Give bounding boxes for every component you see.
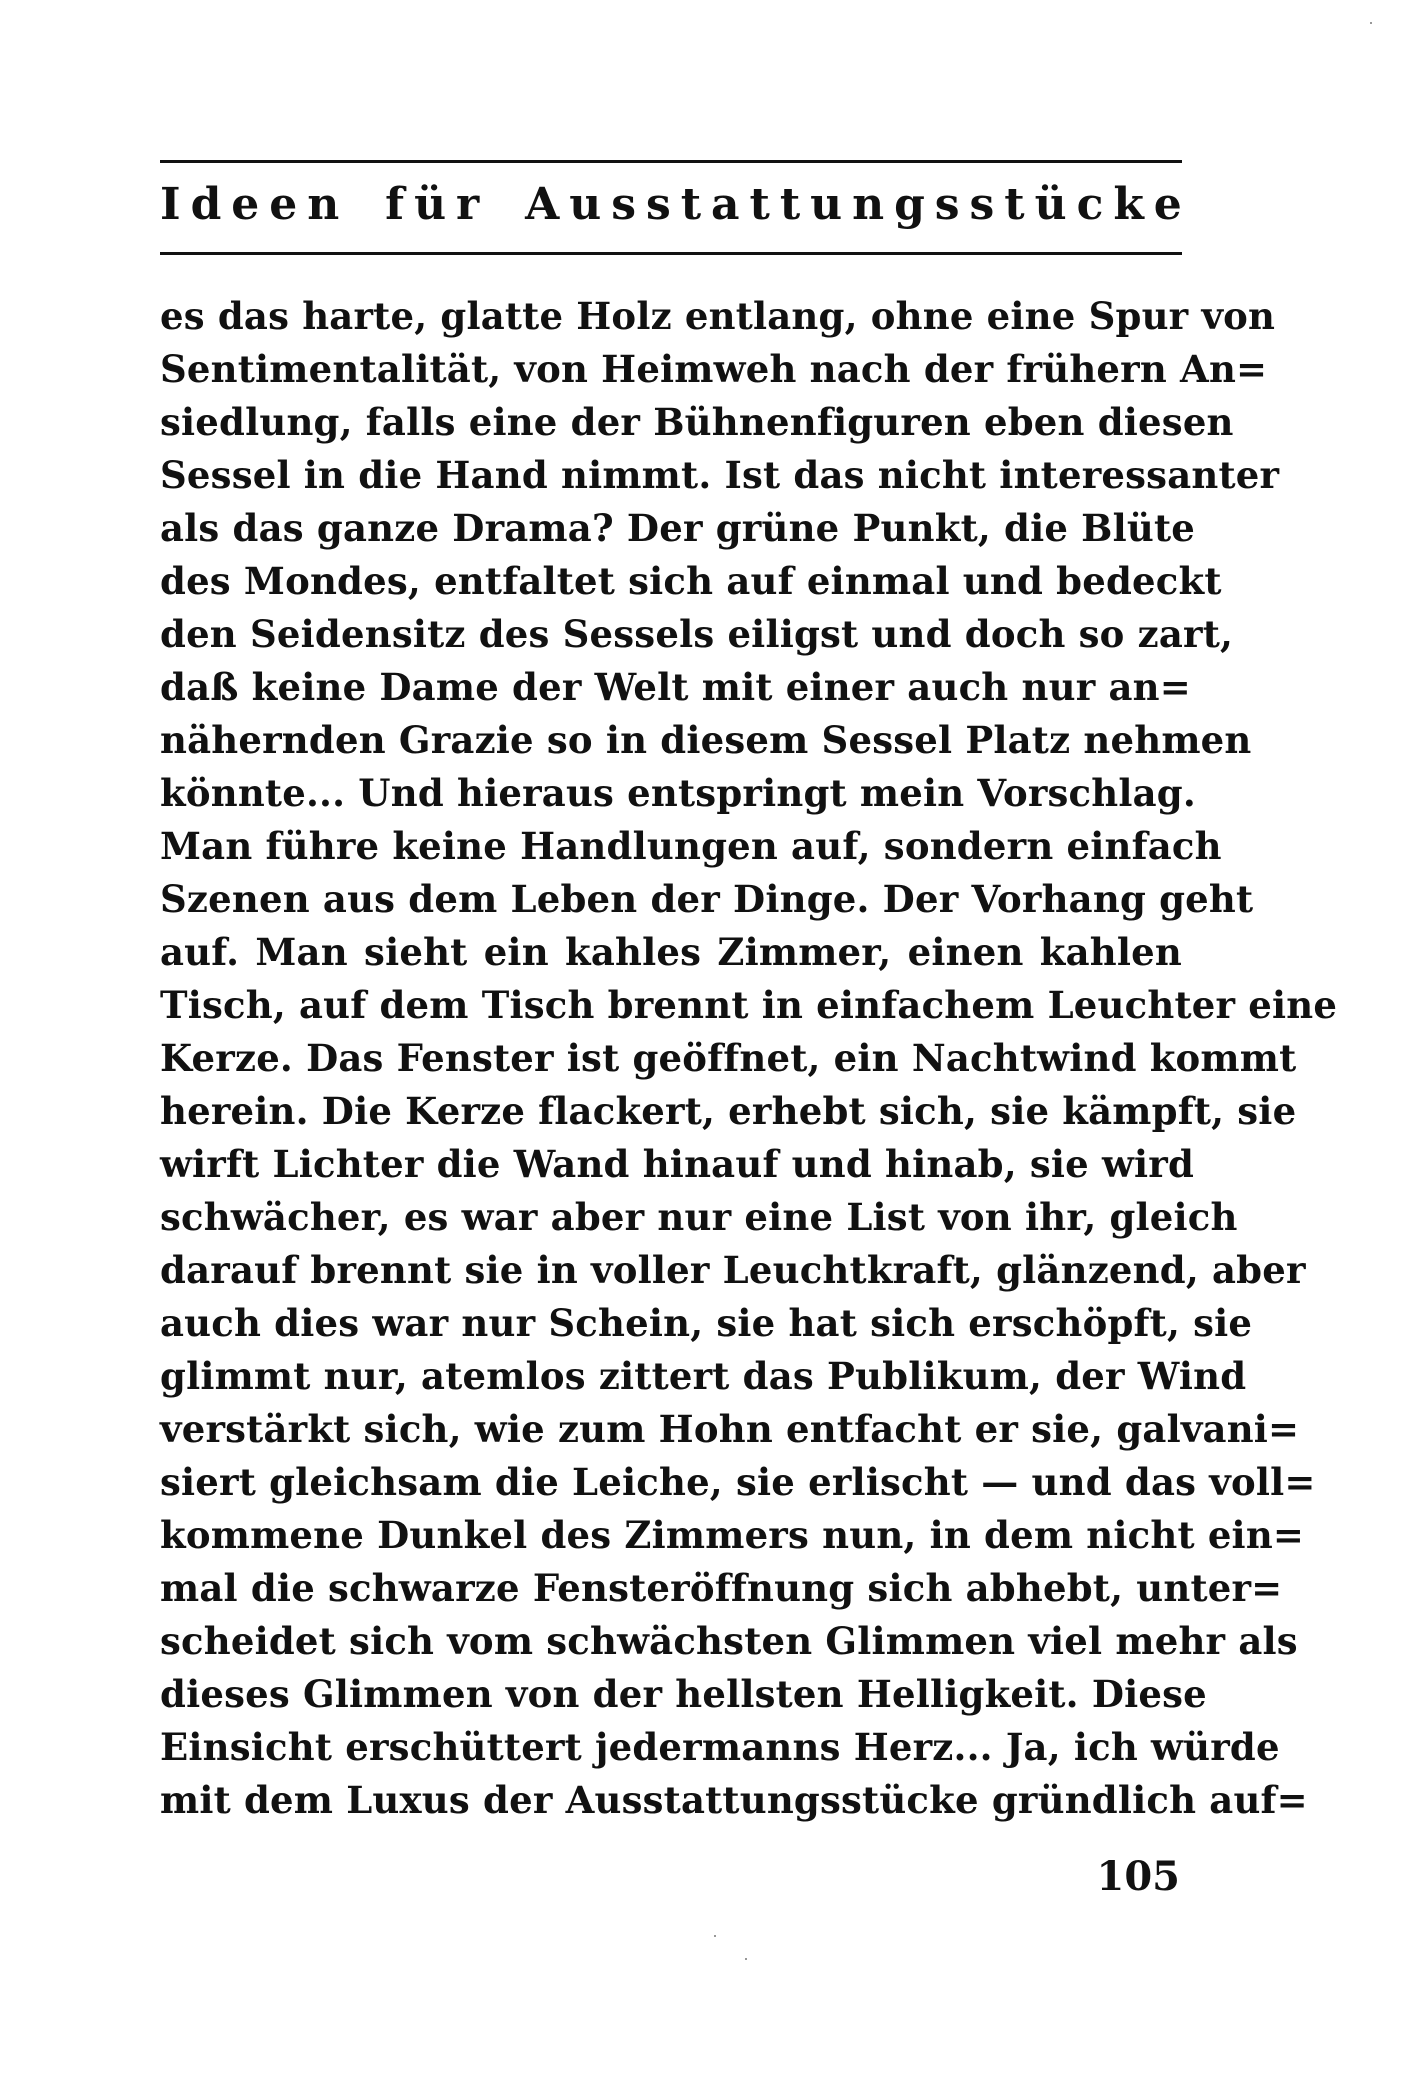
header-top-rule	[160, 160, 1182, 163]
page-number: 105	[1096, 1853, 1180, 1900]
text-line: siert gleichsam die Leiche, sie erlischt — und das voll=	[160, 1460, 1316, 1504]
text-line: könnte... Und hieraus entspringt mein Vorschlag.	[160, 771, 1196, 815]
running-head-letter: c	[1076, 179, 1104, 230]
running-head-letter: ü	[1034, 179, 1067, 230]
text-line: glimmt nur, atemlos zittert das Publikum, der Wind	[160, 1354, 1247, 1398]
running-head-letter: t	[749, 179, 770, 230]
running-head	[160, 170, 1182, 240]
running-head-letter: s	[646, 179, 671, 230]
running-head-letter: e	[1153, 179, 1182, 230]
text-line: dieses Glimmen von der hellsten Helligkeit. Diese	[160, 1672, 1207, 1716]
text-line: nähernden Grazie so in diesem Sessel Platz nehmen	[160, 718, 1252, 762]
text-line: schwächer, es war aber nur eine List von ihr, gleich	[160, 1195, 1238, 1239]
running-head-letter: u	[569, 179, 602, 230]
running-head-letter: s	[934, 179, 960, 230]
text-line: herein. Die Kerze flackert, erhebt sich, sie kämpft, sie	[160, 1089, 1297, 1133]
header-bottom-rule	[160, 252, 1182, 255]
running-head-letter: I	[160, 179, 181, 230]
text-line: Sentimentalität, von Heimweh nach der frühern An=	[160, 347, 1268, 391]
running-head-letter: u	[810, 179, 843, 230]
text-line: scheidet sich vom schwächsten Glimmen viel mehr als	[160, 1619, 1298, 1663]
text-line: daß keine Dame der Welt mit einer auch nur an=	[160, 665, 1191, 709]
text-line: siedlung, falls eine der Bühnenfiguren eben diesen	[160, 400, 1234, 444]
text-line: Kerze. Das Fenster ist geöffnet, ein Nachtwind kommt	[160, 1036, 1297, 1080]
running-head-letter: k	[1113, 179, 1144, 230]
running-head-letter: g	[894, 179, 925, 230]
text-line: kommene Dunkel des Zimmers nun, in dem nicht ein=	[160, 1513, 1305, 1557]
paper-speck	[745, 1958, 747, 1960]
text-line: verstärkt sich, wie zum Hohn entfacht er sie, galvani=	[160, 1407, 1300, 1451]
text-line: mal die schwarze Fensteröffnung sich abhebt, unter=	[160, 1566, 1283, 1610]
text-line: den Seidensitz des Sessels eiligst und doch so zart,	[160, 612, 1234, 656]
running-head-letter: f	[385, 179, 405, 230]
running-head-letter: t	[1004, 179, 1025, 230]
text-line: Sessel in die Hand nimmt. Ist das nicht interessanter	[160, 453, 1280, 497]
running-head-letter: n	[852, 179, 885, 230]
running-head-letter: e	[231, 179, 260, 230]
text-line: auf. Man sieht ein kahles Zimmer, einen kahlen	[160, 930, 1182, 974]
running-head-letter: t	[779, 179, 801, 230]
text-line: mit dem Luxus der Ausstattungsstücke gründlich auf=	[160, 1778, 1308, 1822]
running-head-letter: d	[190, 179, 222, 230]
running-head-letter: n	[307, 179, 340, 230]
running-head-letter: ü	[414, 179, 447, 230]
text-line: Szenen aus dem Leben der Dinge. Der Vorhang geht	[160, 877, 1254, 921]
text-line: auch dies war nur Schein, sie hat sich erschöpft, sie	[160, 1301, 1253, 1345]
running-head-letter: e	[269, 179, 298, 230]
running-head-letter: A	[525, 179, 560, 230]
text-line: Einsicht erschüttert jedermanns Herz... Ja, ich würde	[160, 1725, 1280, 1769]
text-line: als das ganze Drama? Der grüne Punkt, die Blüte	[160, 506, 1196, 550]
text-line: Tisch, auf dem Tisch brennt in einfachem Leuchter eine	[160, 983, 1338, 1027]
running-head-letter: s	[611, 179, 637, 230]
text-line: wirft Lichter die Wand hinauf und hinab, sie wird	[160, 1142, 1195, 1186]
body-text	[160, 290, 1338, 1827]
text-line: es das harte, glatte Holz entlang, ohne eine Spur von	[160, 294, 1276, 338]
running-head-letter: s	[969, 179, 995, 230]
paper-speck	[1370, 22, 1372, 24]
running-head-letter: a	[711, 179, 740, 230]
running-head-letter: t	[680, 179, 702, 230]
text-line: Man führe keine Handlungen auf, sondern einfach	[160, 824, 1222, 868]
text-line: des Mondes, entfaltet sich auf einmal und bedeckt	[160, 559, 1222, 603]
text-line: darauf brennt sie in voller Leuchtkraft, glänzend, aber	[160, 1248, 1306, 1292]
paper-speck	[714, 1935, 716, 1937]
running-head-letter: r	[456, 179, 480, 230]
